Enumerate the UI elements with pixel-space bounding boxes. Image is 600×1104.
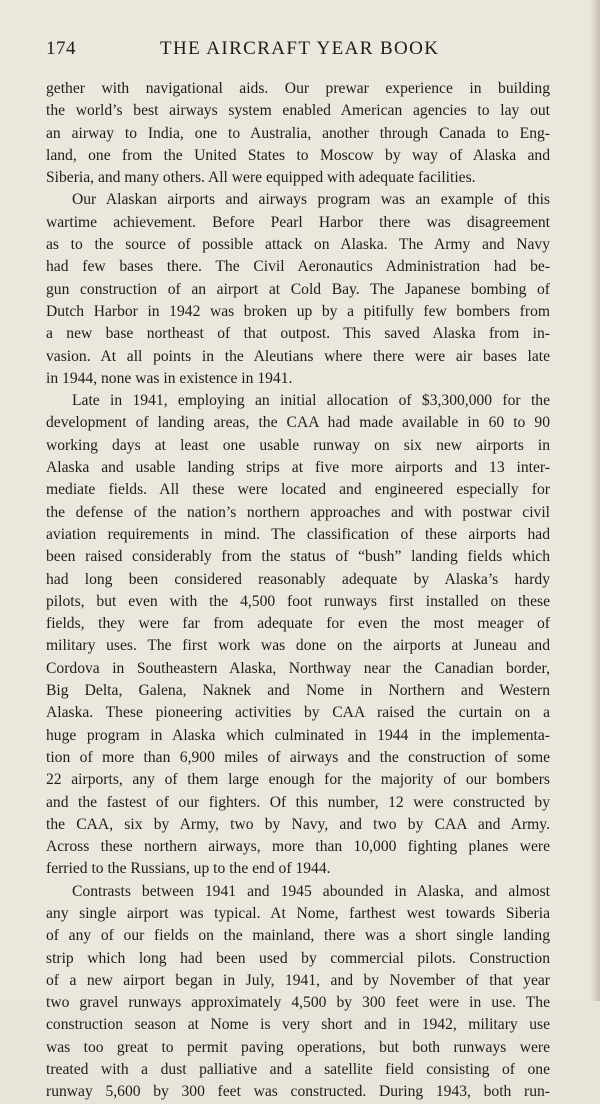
text-line: wartime achievement. Before Pearl Harbor there was disagreement	[46, 213, 550, 231]
text-line: runway 5,600 by 300 feet was constructed. During 1943, both run-	[46, 1083, 550, 1101]
text-line: Cordova in Southeastern Alaska, Northway near the Canadian border,	[46, 659, 550, 677]
text-line: of a new airport began in July, 1941, and by November of that year	[46, 971, 550, 989]
text-line: an airway to India, one to Australia, another through Canada to Eng-	[46, 124, 550, 142]
text-line: military uses. The first work was done on the airports at Juneau and	[46, 637, 550, 655]
text-line: huge program in Alaska which culminated in 1944 in the implementa-	[46, 726, 550, 744]
text-line: Alaska and usable landing strips at five more airports and 13 inter-	[46, 459, 550, 477]
running-head	[46, 38, 566, 62]
text-line: mediate fields. All these were located and engineered especially for	[46, 481, 550, 499]
text-line: in 1944, none was in existence in 1941.	[46, 369, 293, 387]
text-line: two gravel runways approximately 4,500 by 300 feet were in use. The	[46, 994, 550, 1012]
text-line: gun construction of an airport at Cold Bay. The Japanese bombing of	[46, 280, 550, 298]
page-number: 174	[46, 38, 76, 59]
text-line: was too great to permit paving operations, but both runways were	[46, 1038, 550, 1056]
text-line: been raised considerably from the status of “bush” landing fields which	[46, 548, 550, 566]
text-line: had long been considered reasonably adequate by Alaska’s hardy	[46, 570, 550, 588]
text-line: working days at least one usable runway on six new airports in	[46, 436, 550, 454]
text-line: and the fastest of our fighters. Of this number, 12 were constructed by	[46, 793, 550, 811]
text-line: a new base northeast of that outpost. This saved Alaska from in-	[46, 325, 550, 343]
text-line: Across these northern airways, more than 10,000 fighting planes were	[46, 838, 550, 856]
text-line: Alaska. These pioneering activities by CAA raised the curtain on a	[46, 704, 550, 722]
text-line: development of landing areas, the CAA had made available in 60 to 90	[46, 414, 550, 432]
text-line: Our Alaskan airports and airways program was an example of this	[72, 191, 550, 209]
text-line: Big Delta, Galena, Naknek and Nome in Northern and Western	[46, 682, 550, 700]
text-line: of any of our fields on the mainland, there was a short single landing	[46, 927, 550, 945]
text-line: strip which long had been used by commercial pilots. Construction	[46, 949, 550, 967]
text-line: gether with navigational aids. Our prewar experience in building	[46, 80, 550, 97]
text-line: Dutch Harbor in 1942 was broken up by a pitifully few bombers from	[46, 302, 550, 320]
text-line: vasion. At all points in the Aleutians where there were air bases late	[46, 347, 550, 365]
text-line: 22 airports, any of them large enough for the majority of our bombers	[46, 771, 550, 789]
text-line: the world’s best airways system enabled American agencies to lay out	[46, 102, 550, 120]
text-line: tion of more than 6,900 miles of airways and the construction of some	[46, 748, 550, 766]
text-line: treated with a dust palliative and a satellite field consisting of one	[46, 1061, 550, 1079]
text-line: the CAA, six by Army, two by Navy, and two by CAA and Army.	[46, 815, 550, 833]
text-line: pilots, but even with the 4,500 foot runways first installed on these	[46, 592, 550, 610]
text-line: Siberia, and many others. All were equipped with adequate facilities.	[46, 169, 476, 187]
text-line: as to the source of possible attack on Alaska. The Army and Navy	[46, 236, 550, 254]
text-line: had few bases there. The Civil Aeronautics Administration had be-	[46, 258, 550, 276]
page-gutter-shadow	[590, 0, 600, 1001]
text-line: construction season at Nome is very short and in 1942, military use	[46, 1016, 550, 1034]
text-line: aviation requirements in mind. The classification of these airports had	[46, 525, 550, 543]
text-line: fields, they were far from adequate for even the most meager of	[46, 615, 550, 633]
body-text	[46, 78, 550, 1104]
text-line: Late in 1941, employing an initial allocation of $3,300,000 for the	[72, 392, 550, 410]
text-line: Contrasts between 1941 and 1945 abounded in Alaska, and almost	[72, 882, 550, 900]
text-line: any single airport was typical. At Nome, farthest west towards Siberia	[46, 904, 550, 922]
text-line: the defense of the nation’s northern approaches and with postwar civil	[46, 503, 550, 521]
book-title: THE AIRCRAFT YEAR BOOK	[160, 38, 440, 59]
text-line: land, one from the United States to Moscow by way of Alaska and	[46, 146, 550, 164]
text-line: ferried to the Russians, up to the end of 1944.	[46, 860, 331, 878]
